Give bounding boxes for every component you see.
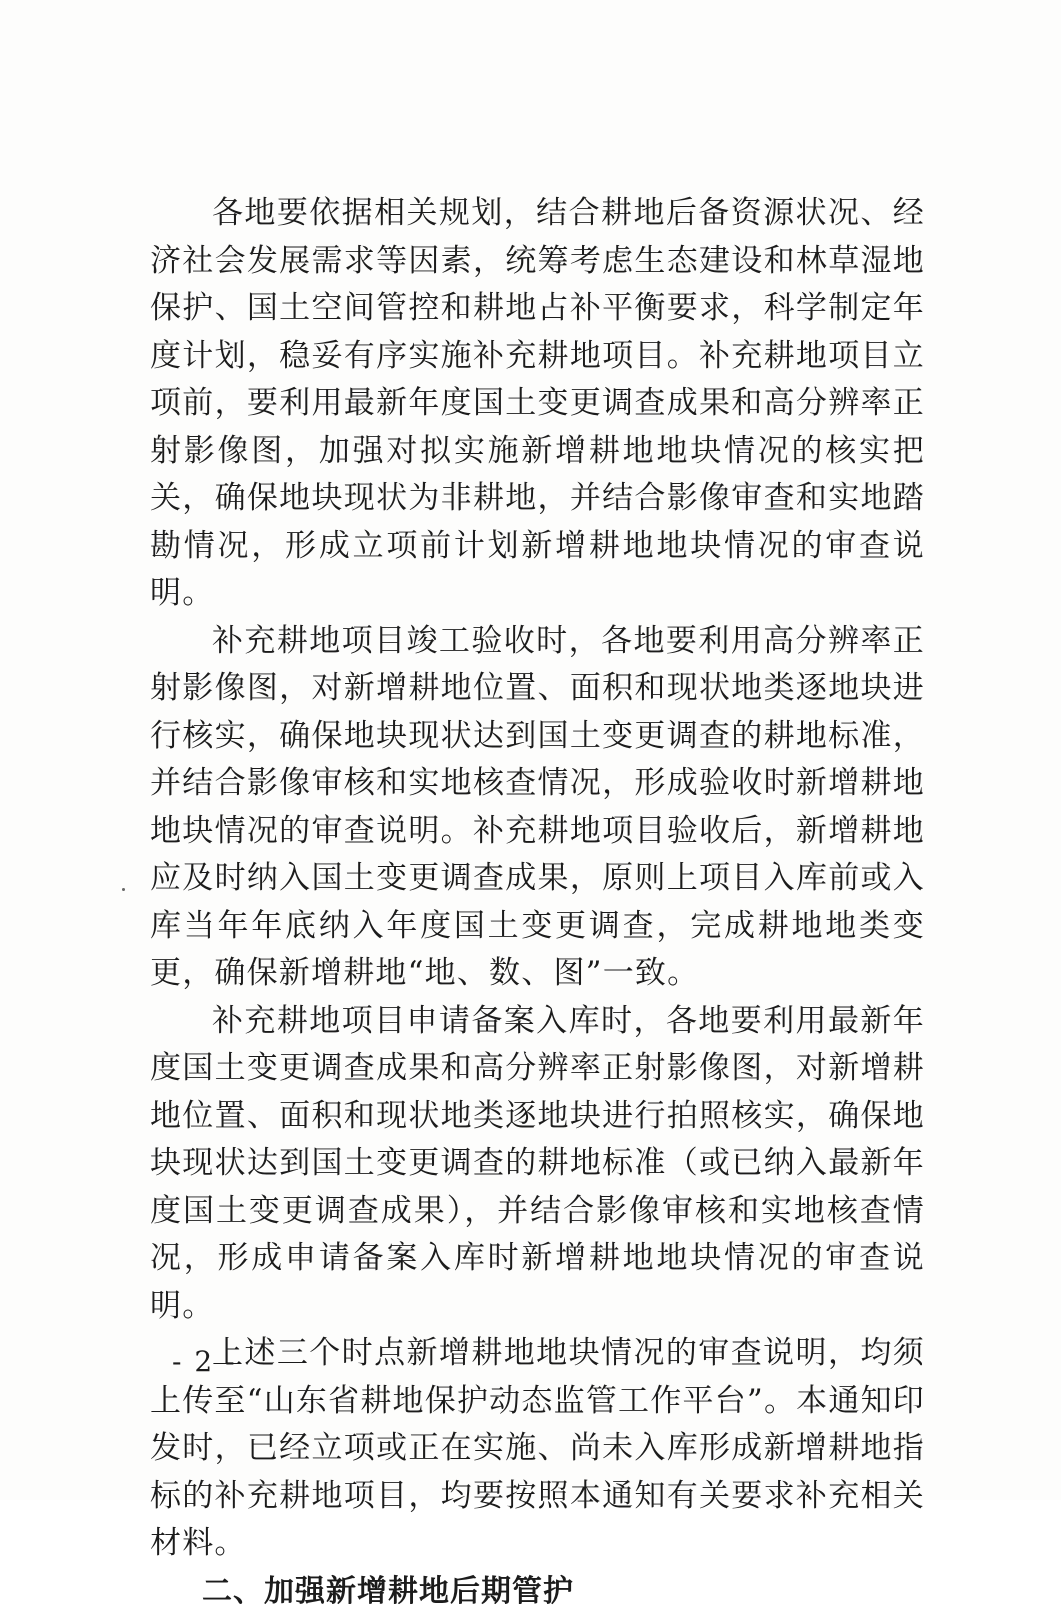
paragraph-1: 各地要依据相关规划，结合耕地后备资源状况、经济社会发展需求等因素，统筹考虑生态建设和林草湿地保护、国土空间管控和耕地占补平衡要求，科学制定年度计划，稳妥有序实施补充耕地项目。补充耕地项目立项前，要利用最新年度国土变更调查成果和高分辨率正射影像图，加强对拟实施新增耕地地块情况的核实把关，确保地块现状为非耕地，并结合影像审查和实地踏勘情况，形成立项前计划新增耕地地块情况的审查说明。 xyxy=(150,190,925,618)
document-body xyxy=(150,190,925,1615)
scan-speck xyxy=(122,888,125,891)
section-heading: 二、加强新增耕地后期管护 xyxy=(150,1568,925,1615)
page-number: - 2 - xyxy=(172,1345,237,1378)
paragraph-4: 上述三个时点新增耕地地块情况的审查说明，均须上传至“山东省耕地保护动态监管工作平台”。本通知印发时，已经立项或正在实施、尚未入库形成新增耕地指标的补充耕地项目，均要按照本通知有关要求补充相关材料。 xyxy=(150,1330,925,1568)
paragraph-3: 补充耕地项目申请备案入库时，各地要利用最新年度国土变更调查成果和高分辨率正射影像图，对新增耕地位置、面积和现状地类逐地块进行拍照核实，确保地块现状达到国土变更调查的耕地标准（或已纳入最新年度国土变更调查成果），并结合影像审核和实地核查情况，形成申请备案入库时新增耕地地块情况的审查说明。 xyxy=(150,998,925,1331)
paragraph-2: 补充耕地项目竣工验收时，各地要利用高分辨率正射影像图，对新增耕地位置、面积和现状地类逐地块进行核实，确保地块现状达到国土变更调查的耕地标准，并结合影像审核和实地核查情况，形成验收时新增耕地地块情况的审查说明。补充耕地项目验收后，新增耕地应及时纳入国土变更调查成果，原则上项目入库前或入库当年年底纳入年度国土变更调查，完成耕地地类变更，确保新增耕地“地、数、图”一致。 xyxy=(150,618,925,998)
